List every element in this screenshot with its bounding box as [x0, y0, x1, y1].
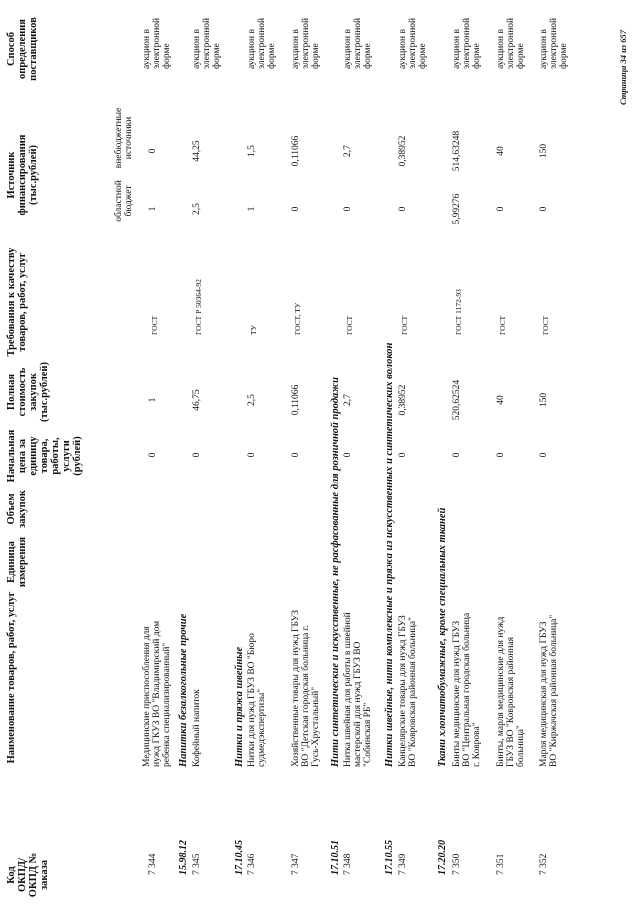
- row-number: 7 346: [247, 853, 257, 875]
- item-name: Нитки для нужд ГБУЗ ВО "Бюро судмедэкспертизы": [247, 633, 267, 767]
- row-number: 7 351: [496, 853, 506, 875]
- section-code: 17.10.51: [330, 840, 341, 875]
- section-title: Нитки швейные, нити комплексные и пряжа из искусственных и синтетических волокон: [384, 342, 395, 767]
- purchase-method: аукцион в электронной форме: [496, 17, 526, 69]
- header-name: Наименование товаров, работ, услуг: [6, 591, 17, 764]
- purchase-method: аукцион в электронной форме: [247, 17, 277, 69]
- requirements: ГОСТ 1172-93: [454, 289, 463, 335]
- funding-regional: 1: [148, 206, 158, 212]
- header-requirements: Требования к качеству товаров, работ, услуг: [6, 247, 28, 357]
- funding-regional: 0: [291, 206, 301, 212]
- funding-extra: 0,11066: [291, 135, 301, 167]
- row-number: 7 349: [398, 853, 408, 875]
- requirements: ГОСТ: [400, 315, 409, 335]
- row-number: 7 347: [291, 853, 301, 875]
- section-title: Нитки и пряжа швейные: [234, 646, 245, 767]
- requirements: ГОСТ: [541, 315, 550, 335]
- section-title: Ткани хлопчатобумажные, кроме специальных тканей: [437, 507, 448, 767]
- funding-regional: 0: [539, 206, 549, 212]
- header-unit: Единица измерения: [6, 536, 28, 588]
- header-funding-extra: внебюджетные источники: [114, 107, 134, 169]
- start-price: 0: [148, 452, 158, 458]
- page-number: Страница 34 из 657: [618, 30, 628, 105]
- item-name: Бинты, марля медицинские для нужд ГБУЗ ВО "Ковровская районная больница": [496, 616, 526, 767]
- item-name: Кофейный напиток: [192, 689, 202, 767]
- funding-regional: 1: [247, 206, 257, 212]
- start-price: 0: [343, 452, 353, 458]
- funding-regional: 0: [343, 206, 353, 212]
- requirements: ГОСТ, ТУ: [293, 302, 302, 335]
- item-name: Нитка швейная для работы в швейной мастерской для нужд ГБУЗ ВО "Собинская РБ": [343, 612, 373, 767]
- full-cost: 520,62524: [452, 379, 462, 421]
- start-price: 0: [398, 452, 408, 458]
- funding-extra: 40: [496, 146, 506, 156]
- item-name: Марля медицинская для нужд ГБУЗ ВО "Киржачская районная больница": [539, 614, 559, 767]
- start-price: 0: [539, 452, 549, 458]
- purchase-method: аукцион в электронной форме: [343, 17, 373, 69]
- purchase-method: аукцион в электронной форме: [452, 17, 482, 69]
- full-cost: 150: [539, 392, 549, 408]
- requirements: ГОСТ: [498, 315, 507, 335]
- start-price: 0: [496, 452, 506, 458]
- start-price: 0: [247, 452, 257, 458]
- funding-extra: 2,7: [343, 145, 353, 157]
- row-number: 7 348: [343, 853, 353, 875]
- funding-extra: 44,25: [192, 140, 202, 162]
- funding-regional: 5,99276: [452, 193, 462, 225]
- header-method: Способ определения поставщиков: [6, 17, 39, 81]
- section-code: 17.20.20: [437, 840, 448, 875]
- section-code: 15.98.12: [178, 840, 189, 875]
- purchase-method: аукцион в электронной форме: [398, 17, 428, 69]
- header-start-price: Начальная цена за единицу товара, работы, услуги (рублей): [6, 429, 83, 483]
- header-full-cost: Полная стоимость закупок (тыс.рублей): [6, 361, 50, 423]
- header-code: Код ОКПД/ ОКПД № заказа: [6, 852, 50, 898]
- full-cost: 2,5: [247, 394, 257, 406]
- section-title: Нити синтетические и искусственные, не расфасованные для розничной продажи: [330, 376, 341, 767]
- full-cost: 0,11066: [291, 384, 301, 416]
- item-name: Канцелярские товары для нужд ГБУЗ ВО "Ковровская районная больница": [398, 615, 418, 767]
- full-cost: 2,7: [343, 394, 353, 406]
- row-number: 7 345: [192, 853, 202, 875]
- start-price: 0: [291, 452, 301, 458]
- requirements: ТУ: [249, 325, 258, 335]
- row-number: 7 344: [148, 853, 158, 875]
- full-cost: 1: [148, 397, 158, 403]
- item-name: Медицинские приспособления для нужд ГКУЗ ВО "Владимирский дом ребенка специализированный": [142, 620, 172, 767]
- requirements: ГОСТ: [150, 315, 159, 335]
- funding-regional: 0: [496, 206, 506, 212]
- full-cost: 46,75: [192, 389, 202, 411]
- item-name: Хозяйственные товары для нужд ГБУЗ ВО "Детская городская больница г. Гусь-Хрустальный": [291, 609, 321, 767]
- purchase-method: аукцион в электронной форме: [142, 17, 172, 69]
- funding-extra: 0,38952: [398, 135, 408, 167]
- full-cost: 40: [496, 395, 506, 405]
- funding-extra: 1,5: [247, 145, 257, 157]
- purchase-method: аукцион в электронной форме: [291, 17, 321, 69]
- header-funding-regional: областной бюджет: [114, 180, 134, 222]
- funding-extra: 150: [539, 143, 549, 159]
- funding-extra: 0: [148, 148, 158, 154]
- row-number: 7 350: [452, 853, 462, 875]
- purchase-method: аукцион в электронной форме: [192, 17, 222, 69]
- start-price: 0: [452, 452, 462, 458]
- start-price: 0: [192, 452, 202, 458]
- section-title: Напитки безалкогольные прочие: [178, 613, 189, 767]
- purchase-method: аукцион в электронной форме: [539, 17, 569, 69]
- funding-regional: 2,5: [192, 203, 202, 215]
- header-funding: Источник финансирования (тыс.рублей): [6, 134, 39, 216]
- section-code: 17.10.45: [234, 840, 245, 875]
- item-name: Бинты медицинские для нужд ГБУЗ ВО "Центральная городская больница г. Коврова": [452, 612, 482, 767]
- funding-regional: 0: [398, 206, 408, 212]
- requirements: ГОСТ Р 50364-92: [194, 279, 203, 335]
- funding-extra: 514,63248: [452, 130, 462, 172]
- full-cost: 0,38952: [398, 384, 408, 416]
- row-number: 7 352: [539, 853, 549, 875]
- section-code: 17.10.55: [384, 840, 395, 875]
- requirements: ГОСТ: [345, 315, 354, 335]
- header-volume: Объем закупок: [6, 490, 28, 528]
